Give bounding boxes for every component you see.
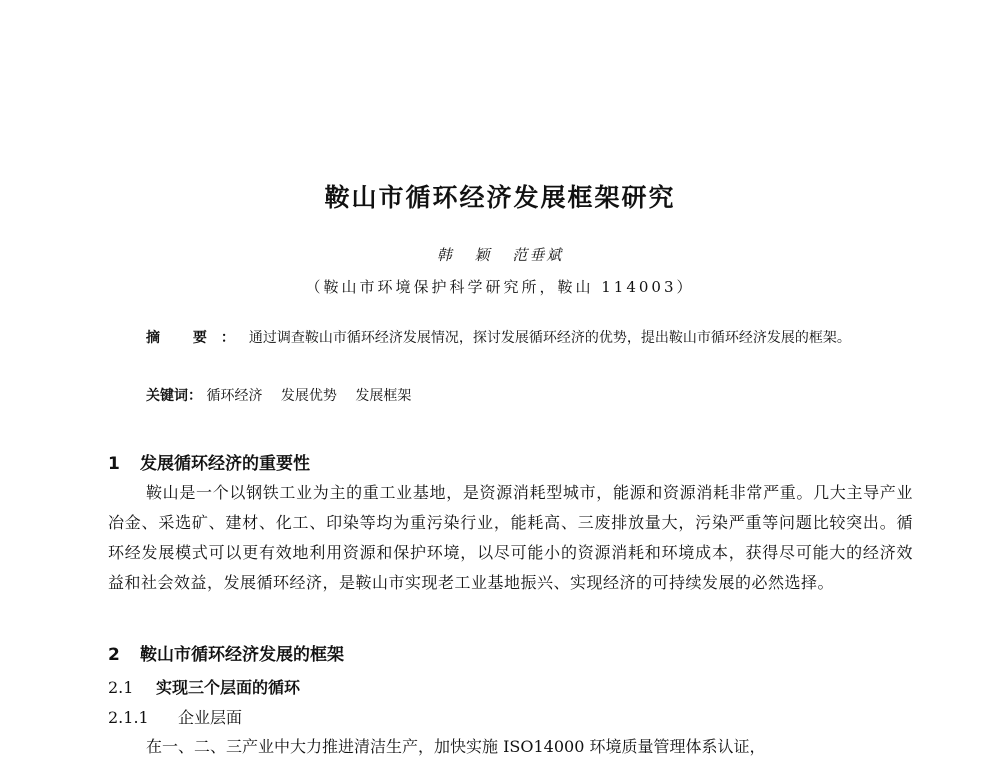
section-2-1-1-title: 企业层面: [178, 708, 243, 727]
abstract-label: 摘 要：: [146, 330, 249, 346]
section-2-1-1-heading: [108, 705, 242, 728]
section-1-heading: [108, 449, 310, 474]
paper-authors: 韩 颖 范垂斌: [436, 246, 564, 264]
section-1-title: 发展循环经济的重要性: [140, 454, 310, 474]
section-2-1-title: 实现三个层面的循环: [156, 678, 301, 697]
keyword-item: 发展框架: [355, 388, 412, 404]
section-1-paragraph: 鞍山是一个以钢铁工业为主的重工业基地，是资源消耗型城市，能源和资源消耗非常严重。几大主导产业冶金、采选矿、建材、化工、印染等均为重污染行业，能耗高、三废排放量大，污染严重等问题比较突出。循环经发展模式可以更有效地利用资源和保护环境，以尽可能小的资源消耗和环境成本，获得尽可能大的经济效益和社会效益，发展循环经济，是鞍山市实现老工业基地振兴、实现经济的可持续发展的必然选择。: [108, 483, 913, 592]
section-2-title: 鞍山市循环经济发展的框架: [140, 645, 344, 665]
section-2-number: 2: [108, 645, 120, 665]
section-2-1-heading: [108, 675, 300, 698]
keyword-item: 循环经济: [206, 388, 263, 404]
paper-title: 鞍山市循环经济发展框架研究: [324, 183, 676, 212]
section-1-number: 1: [108, 454, 120, 474]
abstract: [108, 326, 908, 351]
paper-affiliation: （鞍山市环境保护科学研究所，鞍山 114003）: [305, 278, 695, 296]
section-2-1-1-number: 2.1.1: [108, 708, 149, 727]
keywords-label: 关键词：: [146, 388, 202, 404]
section-2-1-number: 2.1: [108, 678, 134, 697]
body-text-truncated-line: 在一、二、三产业中大力推进清洁生产，加快实施 ISO14000 环境质量管理体系认证，: [146, 737, 766, 756]
keywords: [146, 385, 906, 407]
abstract-text: 通过调查鞍山市循环经济发展情况，探讨发展循环经济的优势，提出鞍山市循环经济发展的框架。: [248, 330, 851, 346]
section-2-heading: [108, 640, 344, 665]
keyword-item: 发展优势: [280, 388, 337, 404]
